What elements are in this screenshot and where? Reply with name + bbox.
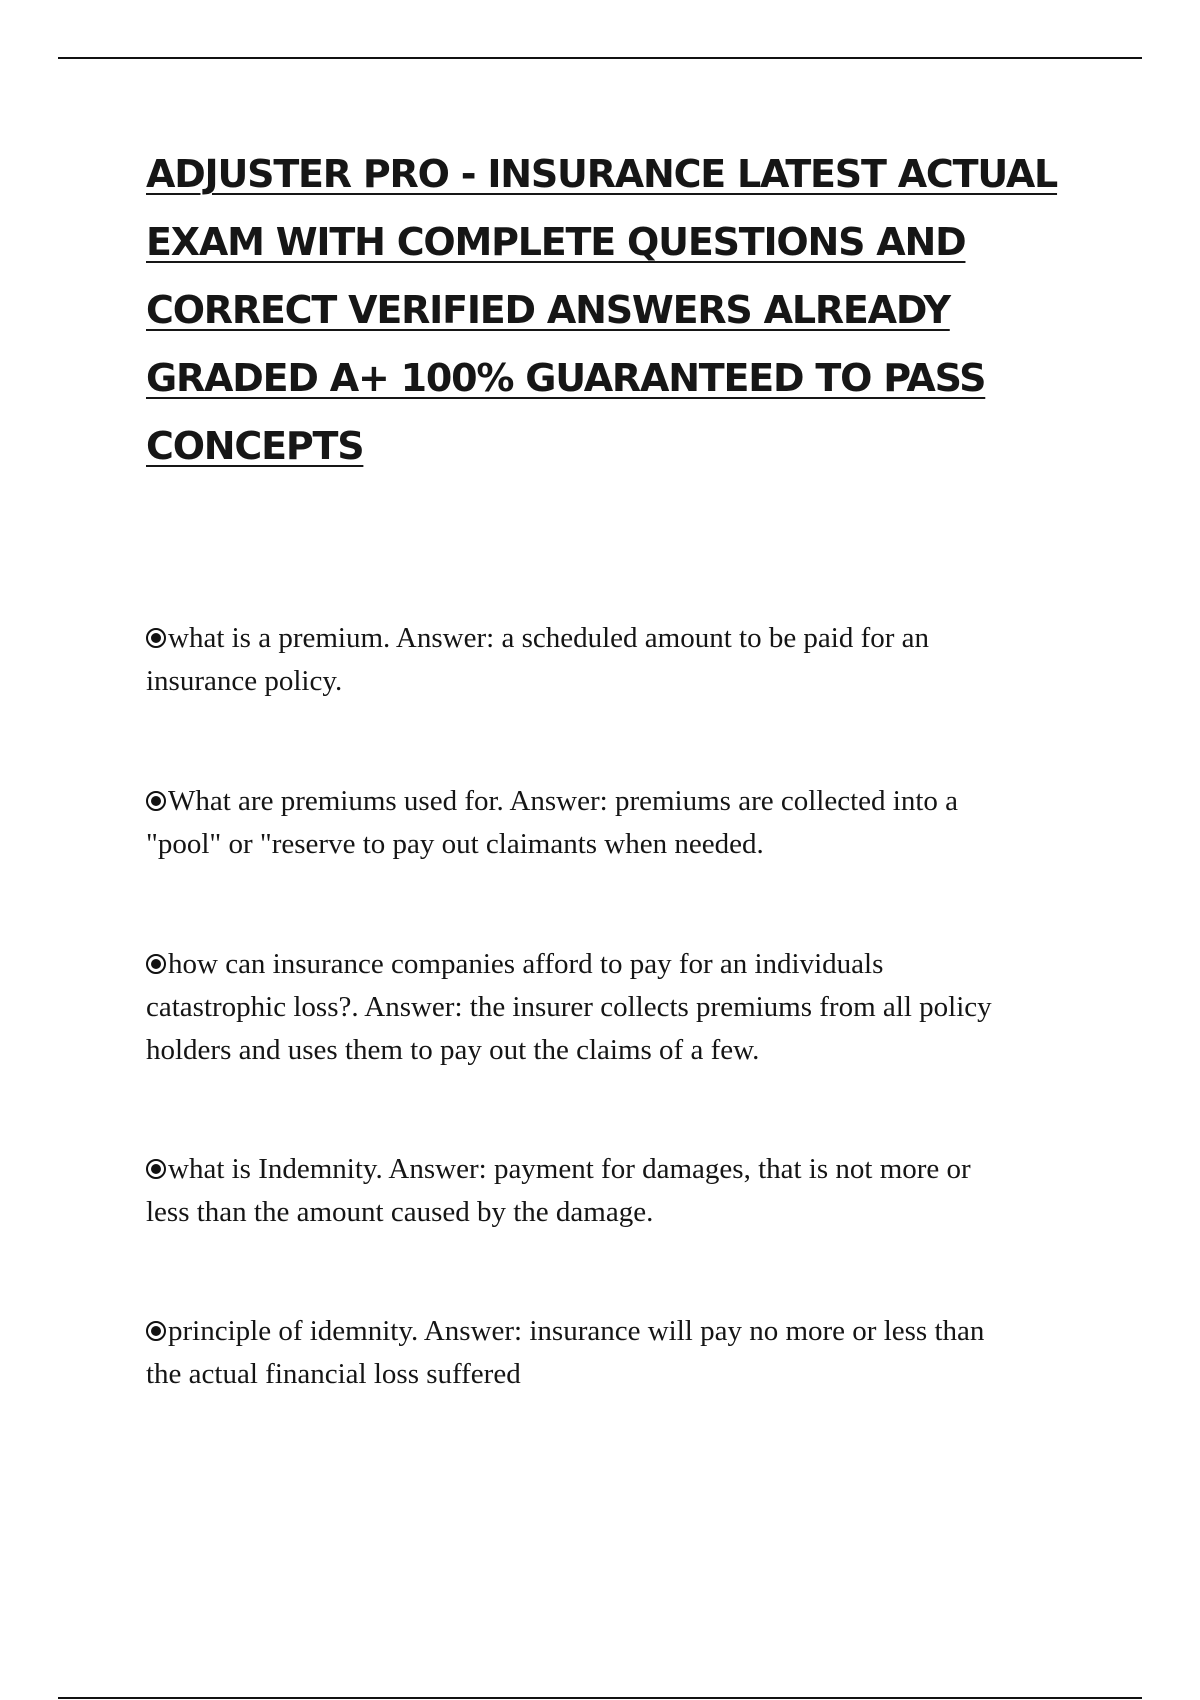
qa-text: how can insurance companies afford to pay for an individuals: [168, 948, 884, 980]
qa-text: principle of idemnity. Answer: insurance will pay no more or less than: [168, 1315, 985, 1347]
qa-line: [146, 943, 1106, 986]
radio-bullet-icon: [146, 954, 166, 974]
radio-bullet-icon: [146, 1321, 166, 1341]
title-line: EXAM WITH COMPLETE QUESTIONS AND: [146, 220, 966, 264]
qa-text: What are premiums used for. Answer: premiums are collected into a: [168, 785, 958, 817]
qa-line: [146, 1148, 1106, 1191]
qa-item-principle-of-indemnity: [146, 1310, 1106, 1396]
qa-item-premium: [146, 617, 1106, 703]
title-line: GRADED A+ 100% GUARANTEED TO PASS: [146, 356, 986, 400]
bottom-rule: [58, 1697, 1142, 1699]
qa-item-premium-use: [146, 780, 1106, 866]
qa-line: [146, 617, 1106, 660]
qa-line: [146, 1310, 1106, 1353]
qa-item-indemnity: [146, 1148, 1106, 1234]
qa-line: catastrophic loss?. Answer: the insurer collects premiums from all policy: [146, 991, 992, 1023]
qa-line: the actual financial loss suffered: [146, 1358, 521, 1390]
qa-line: [146, 780, 1106, 823]
qa-line: "pool" or "reserve to pay out claimants when needed.: [146, 828, 764, 860]
radio-bullet-icon: [146, 628, 166, 648]
qa-text: what is Indemnity. Answer: payment for damages, that is not more or: [168, 1153, 971, 1185]
qa-text: what is a premium. Answer: a scheduled amount to be paid for an: [168, 622, 930, 654]
qa-line: less than the amount caused by the damage.: [146, 1196, 654, 1228]
radio-bullet-icon: [146, 791, 166, 811]
qa-line: holders and uses them to pay out the claims of a few.: [146, 1034, 760, 1066]
radio-bullet-icon: [146, 1159, 166, 1179]
qa-line: insurance policy.: [146, 665, 343, 697]
title-line: ADJUSTER PRO - INSURANCE LATEST ACTUAL: [146, 152, 1058, 196]
title-line: CONCEPTS: [146, 424, 364, 468]
title-line: CORRECT VERIFIED ANSWERS ALREADY: [146, 288, 950, 332]
top-rule: [58, 57, 1142, 59]
document-title: [146, 140, 1106, 480]
qa-item-catastrophic-loss: [146, 943, 1106, 1072]
